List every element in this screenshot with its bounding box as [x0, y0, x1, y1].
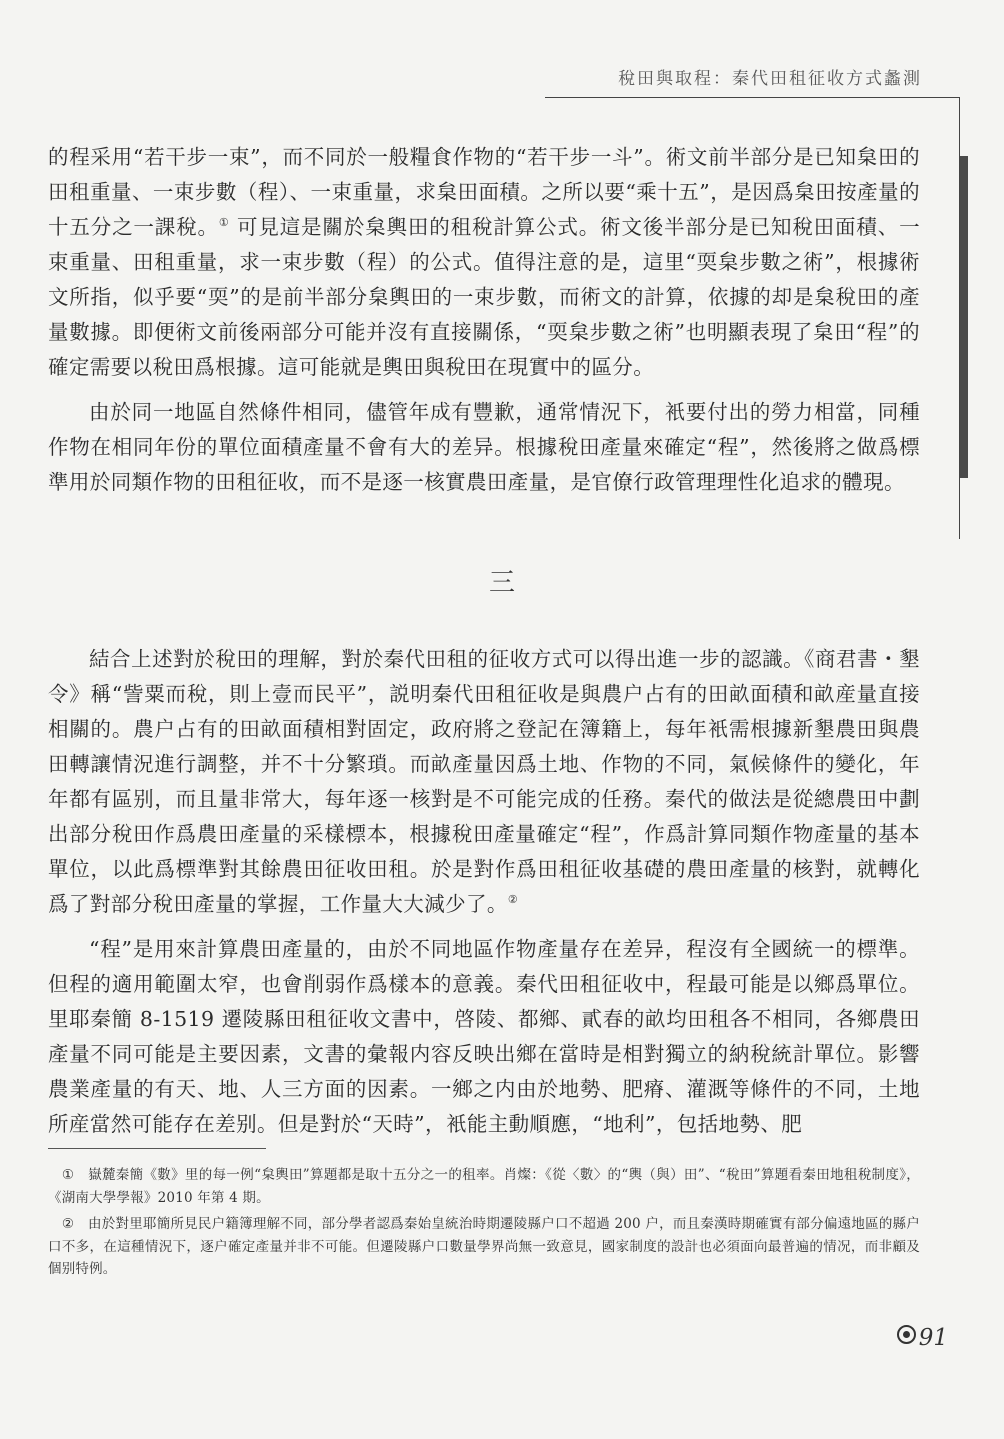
footnote-text: 嶽麓秦簡《數》里的每一例“枲輿田”算題都是取十五分之一的租率。肖燦：《從〈數〉的“輿（與）田”、“稅田”算題看秦田地租稅制度》，《湖南大學學報》2010 年第 4 期。 — [48, 1167, 920, 1206]
footnote-divider — [48, 1148, 266, 1149]
footnote-ref[interactable]: ② — [507, 893, 519, 907]
running-header: 稅田與取程：秦代田租征收方式蠡測 — [618, 69, 922, 89]
body-paragraph — [48, 642, 920, 922]
page-number-icon — [897, 1325, 916, 1344]
footnote-item — [48, 1213, 920, 1281]
page-number-value: 91 — [918, 1325, 948, 1351]
section-heading: 三 — [488, 568, 515, 598]
section-two-continuation — [48, 140, 920, 500]
footnote-marker: ② — [61, 1216, 75, 1232]
body-paragraph — [48, 140, 920, 385]
footnote-item — [48, 1164, 920, 1209]
section-three-body — [48, 642, 920, 1142]
footnotes — [48, 1164, 920, 1285]
footnote-text: 由於對里耶簡所見民户籍簿理解不同，部分學者認爲秦始皇統治時期遷陵縣户口不超過 200 户，而且秦漢時期確實有部分偏遠地區的縣户口不多，在這種情況下，逐户確定產量并非不可能。但遷陵縣户口數量學界尚無一致意見，國家制度的設計也必須面向最普遍的情况，而非顧及個别特例。 — [48, 1216, 920, 1277]
header-rule — [545, 97, 960, 98]
body-paragraph: 由於同一地區自然條件相同，儘管年成有豐歉，通常情況下，衹要付出的勞力相當，同種作物在相同年份的單位面積產量不會有大的差异。根據稅田產量來確定“程”，然後將之做爲標準用於同類作物的田租征收，而不是逐一核實農田產量，是官僚行政管理理性化追求的體現。 — [48, 400, 920, 494]
body-paragraph: “程”是用來計算農田產量的，由於不同地區作物產量存在差异，程沒有全國統一的標準。但程的適用範圍太窄，也會削弱作爲樣本的意義。秦代田租征收中，程最可能是以鄉爲單位。里耶秦簡 8-1519 遷陵縣田租征收文書中，啓陵、都鄉、貳春的畝均田租各不相同，各鄉農田產量不同可能是主要因素，文書的彙報内容反映出鄉在當時是相對獨立的納稅統計單位。影響農業產量的有天、地、人三方面的因素。一鄉之内由於地勢、肥瘠、灌溉等條件的不同，土地所産當然可能存在差别。但是對於“天時”，衹能主動順應，“地利”，包括地勢、肥 — [48, 937, 920, 1136]
page-number — [897, 1325, 948, 1351]
margin-tab-bar — [960, 156, 968, 478]
paragraph-text: 的程采用“若干步一束”，而不同於一般糧食作物的“若干步一斗”。術文前半部分是已知枲田的田租重量、一束步數（程）、一束重量，求枲田面積。之所以要“乘十五”，是因爲枲田按產量的十五分之一課稅。 — [48, 145, 920, 239]
paragraph-text: 結合上述對於稅田的理解，對於秦代田租的征收方式可以得出進一步的認識。《商君書・墾令》稱“訾粟而稅，則上壹而民平”，説明秦代田租征收是與農户占有的田畝面積和畝産量直接相關的。農户占有的田畝面積相對固定，政府將之登記在簿籍上，每年衹需根據新墾農田與農田轉讓情況進行調整，并不十分繁瑣。而畝產量因爲土地、作物的不同，氣候條件的變化，年年都有區别，而且量非常大，每年逐一核對是不可能完成的任務。秦代的做法是從總農田中劃出部分稅田作爲農田產量的采樣標本，根據稅田產量確定“程”，作爲計算同類作物產量的基本單位，以此爲標準對其餘農田征收田租。於是對作爲田租征收基礎的農田產量的核對，就轉化爲了對部分稅田產量的掌握，工作量大大減少了。 — [48, 647, 920, 916]
footnote-ref[interactable]: ① — [218, 216, 230, 230]
paragraph-text: 可見這是關於枲輿田的租稅計算公式。術文後半部分是已知稅田面積、一束重量、田租重量，求一束步數（程）的公式。值得注意的是，這里“耎枲步數之術”，根據術文所指，似乎要“耎”的是前半部分枲輿田的一束步數，而術文的計算，依據的却是枲稅田的產量數據。即便術文前後兩部分可能并沒有直接關係，“耎枲步數之術”也明顯表現了枲田“程”的確定需要以稅田爲根據。這可能就是輿田與稅田在現實中的區分。 — [48, 215, 921, 379]
footnote-marker: ① — [61, 1167, 75, 1183]
